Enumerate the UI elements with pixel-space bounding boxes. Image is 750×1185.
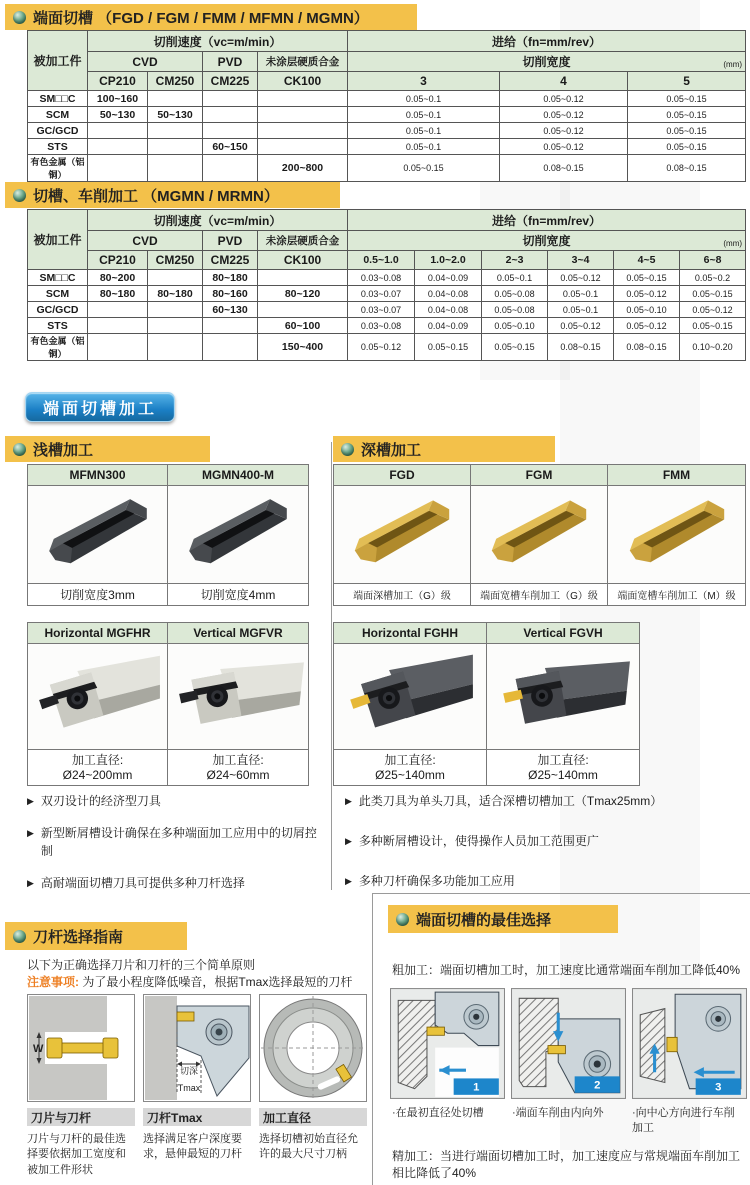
feature-text: 多种刀杆确保多功能加工应用 xyxy=(358,874,515,888)
feed-cell: 0.04~0.08 xyxy=(415,286,482,302)
feed-cell: 0.05~0.15 xyxy=(614,270,680,286)
feed-cell: 0.05~0.08 xyxy=(482,302,548,318)
list-item xyxy=(345,872,737,890)
guide-col-header: 刀片与刀杆 xyxy=(27,1108,135,1126)
list-item xyxy=(345,792,737,810)
speed-cell: 150~400 xyxy=(258,334,348,361)
workpiece-cell: SCM xyxy=(28,107,88,123)
guide-diagrams xyxy=(27,994,367,1102)
speed-cell: 80~200 xyxy=(88,270,148,286)
speed-cell xyxy=(203,107,258,123)
diagram-tmax-depth xyxy=(143,994,251,1102)
diameter-label: 加工直径: xyxy=(212,752,264,767)
depth-label: 切深 xyxy=(179,1066,199,1076)
product-image-cell xyxy=(334,644,487,750)
product-header: Horizontal MGFHR xyxy=(28,623,168,644)
feature-text: 此类刀具为单头刀具，适合深槽切槽加工（Tmax25mm） xyxy=(358,794,663,808)
diameter-range: Ø24~60mm xyxy=(206,767,270,782)
finish-machining-text: 精加工：当进行端面切槽加工时，加工速度应与常规端面车削加工相比降低了40% xyxy=(392,1149,741,1181)
insert-mfmn300-image xyxy=(37,493,159,577)
note-label: 注意事项: xyxy=(27,975,79,989)
diagram-machining-diameter xyxy=(259,994,367,1102)
feed-cell: 0.03~0.08 xyxy=(348,318,415,334)
feature-text: 双刃设计的经济型刀具 xyxy=(40,794,161,808)
speed-cell xyxy=(258,302,348,318)
section-header-grooving-turning xyxy=(5,182,340,208)
width-col-header: 1.0~2.0 xyxy=(415,251,482,270)
face-grooving-spec-table xyxy=(27,30,746,182)
col-header-speed: 切削速度（vc=m/min） xyxy=(88,31,348,52)
guide-note xyxy=(27,974,372,991)
deep-holder-table xyxy=(333,622,640,786)
width-col-header: 3~4 xyxy=(548,251,614,270)
table-row xyxy=(28,123,746,139)
product-image-cell xyxy=(168,644,309,750)
grade-header: CM225 xyxy=(203,72,258,91)
product-caption: 端面宽槽车削加工（M）级 xyxy=(608,584,746,606)
feed-cell: 0.04~0.09 xyxy=(415,318,482,334)
grade-header: CP210 xyxy=(88,72,148,91)
product-header: Horizontal FGHH xyxy=(334,623,487,644)
width-col-header: 3 xyxy=(348,72,500,91)
feed-cell: 0.05~0.12 xyxy=(548,270,614,286)
table-row xyxy=(28,270,746,286)
section-title: 端面切槽的最佳选择 xyxy=(416,911,552,929)
width-col-header: 6~8 xyxy=(680,251,746,270)
section-title: 浅槽加工 xyxy=(33,441,94,459)
feed-cell: 0.05~0.15 xyxy=(415,334,482,361)
speed-cell xyxy=(203,91,258,107)
feed-cell: 0.08~0.15 xyxy=(548,334,614,361)
feed-cell: 0.05~0.15 xyxy=(680,318,746,334)
speed-cell xyxy=(148,91,203,107)
guide-col-text: 刀片与刀杆的最佳选择要依据加工宽度和被加工件形状 xyxy=(27,1133,126,1176)
speed-cell: 80~180 xyxy=(148,286,203,302)
section-title: 刀杆选择指南 xyxy=(33,928,124,946)
section-header-face-grooving xyxy=(5,4,417,30)
product-image-cell xyxy=(28,486,168,584)
triangle-bullet-icon: ▶ xyxy=(345,876,352,886)
col-header-workpiece: 被加工件 xyxy=(28,210,88,270)
guide-intro: 以下为正确选择刀片和刀杆的三个简单原则 xyxy=(27,958,256,972)
workpiece-cell: GC/GCD xyxy=(28,123,88,139)
grade-header: CK100 xyxy=(258,72,348,91)
product-header: Vertical FGVH xyxy=(487,623,640,644)
feed-cell: 0.08~0.15 xyxy=(614,334,680,361)
feed-cell: 0.05~0.12 xyxy=(614,318,680,334)
product-image-cell xyxy=(334,486,471,584)
speed-cell xyxy=(88,334,148,361)
product-image-cell xyxy=(608,486,746,584)
speed-cell xyxy=(203,318,258,334)
list-item xyxy=(345,832,737,850)
mm-unit-label: (mm) xyxy=(723,60,743,69)
guide-col-header: 加工直径 xyxy=(259,1108,367,1126)
speed-cell xyxy=(203,155,258,182)
holder-fgvh-image xyxy=(492,642,633,750)
product-image-cell xyxy=(168,486,309,584)
col-header-width xyxy=(348,52,746,72)
section-dot-icon xyxy=(13,189,26,202)
workpiece-cell: 有色金属（铝铜） xyxy=(28,334,88,361)
speed-cell: 80~180 xyxy=(203,270,258,286)
triangle-bullet-icon: ▶ xyxy=(345,836,352,846)
feed-cell: 0.05~0.12 xyxy=(548,318,614,334)
col-header-feed: 进给（fn=mm/rev） xyxy=(348,31,746,52)
insert-fgd-image xyxy=(343,494,461,576)
product-caption xyxy=(168,750,309,786)
feed-cell: 0.05~0.1 xyxy=(348,139,500,155)
diameter-range: Ø25~140mm xyxy=(375,767,445,782)
list-item xyxy=(27,824,325,860)
product-caption: 切削宽度4mm xyxy=(168,584,309,606)
col-header-width xyxy=(348,231,746,251)
speed-cell: 60~130 xyxy=(203,302,258,318)
feed-cell: 0.05~0.12 xyxy=(500,123,628,139)
best-step-captions xyxy=(392,1106,744,1136)
speed-cell xyxy=(88,302,148,318)
feed-cell: 0.05~0.1 xyxy=(348,107,500,123)
speed-cell xyxy=(148,270,203,286)
list-item xyxy=(27,874,325,892)
feed-cell: 0.05~0.12 xyxy=(680,302,746,318)
product-caption xyxy=(28,750,168,786)
step-caption: ·向中心方向进行车削加工 xyxy=(632,1107,735,1134)
speed-cell: 50~130 xyxy=(88,107,148,123)
triangle-bullet-icon: ▶ xyxy=(27,828,34,838)
diagram-grooving-step-3 xyxy=(632,988,747,1099)
step-caption: ·端面车削由内向外 xyxy=(512,1107,604,1119)
workpiece-cell: 有色金属（铝铜） xyxy=(28,155,88,182)
grade-header: CM250 xyxy=(148,72,203,91)
section-dot-icon xyxy=(13,930,26,943)
insert-fgm-image xyxy=(480,494,598,576)
triangle-bullet-icon: ▶ xyxy=(345,796,352,806)
feed-cell: 0.05~0.12 xyxy=(614,286,680,302)
feed-cell: 0.08~0.15 xyxy=(628,155,746,182)
feed-cell: 0.05~0.1 xyxy=(548,302,614,318)
triangle-bullet-icon: ▶ xyxy=(27,796,34,806)
speed-cell xyxy=(258,139,348,155)
grade-header: CM225 xyxy=(203,251,258,270)
speed-cell: 60~100 xyxy=(258,318,348,334)
speed-cell xyxy=(258,270,348,286)
product-image-cell xyxy=(471,486,608,584)
product-image-cell xyxy=(487,644,640,750)
speed-cell xyxy=(88,318,148,334)
col-header-pvd: PVD xyxy=(203,52,258,72)
holder-mgfhr-image xyxy=(33,650,163,744)
table-row xyxy=(28,139,746,155)
col-header-feed: 进给（fn=mm/rev） xyxy=(348,210,746,231)
section-title: 深槽加工 xyxy=(361,441,422,459)
step-number: 3 xyxy=(715,1081,722,1094)
speed-cell xyxy=(88,155,148,182)
diameter-range: Ø25~140mm xyxy=(528,767,598,782)
feed-cell: 0.03~0.07 xyxy=(348,286,415,302)
feed-cell: 0.05~0.1 xyxy=(548,286,614,302)
diagram-grooving-step-2 xyxy=(511,988,626,1099)
table-row xyxy=(28,155,746,182)
diameter-label: 加工直径: xyxy=(384,752,436,767)
feed-cell: 0.05~0.10 xyxy=(614,302,680,318)
speed-cell xyxy=(148,155,203,182)
speed-cell: 80~180 xyxy=(88,286,148,302)
section-header-best-choice xyxy=(388,905,618,933)
speed-cell xyxy=(258,123,348,139)
holder-fghh-image xyxy=(344,649,476,744)
best-diagrams xyxy=(390,988,747,1099)
feed-cell: 0.04~0.09 xyxy=(415,270,482,286)
feed-cell: 0.05~0.15 xyxy=(348,155,500,182)
feed-cell: 0.03~0.08 xyxy=(348,270,415,286)
workpiece-cell: STS xyxy=(28,139,88,155)
col-header-cvd: CVD xyxy=(88,231,203,251)
width-col-header: 5 xyxy=(628,72,746,91)
feed-cell: 0.05~0.12 xyxy=(500,139,628,155)
product-caption: 端面宽槽车削加工（G）级 xyxy=(471,584,608,606)
col-header-speed: 切削速度（vc=m/min） xyxy=(88,210,348,231)
speed-cell: 200~800 xyxy=(258,155,348,182)
shallow-holder-table xyxy=(27,622,309,786)
diagram-grooving-step-1 xyxy=(390,988,505,1099)
deep-feature-list xyxy=(345,792,737,890)
feed-cell: 0.05~0.15 xyxy=(628,139,746,155)
speed-cell xyxy=(88,123,148,139)
speed-cell xyxy=(203,334,258,361)
section-dot-icon xyxy=(13,11,26,24)
guide-col-text: 选择满足客户深度要求，悬伸最短的刀杆 xyxy=(143,1133,242,1161)
product-caption xyxy=(334,750,487,786)
speed-cell: 50~130 xyxy=(148,107,203,123)
grade-header: CM250 xyxy=(148,251,203,270)
product-header: FGM xyxy=(471,465,608,486)
product-image-cell xyxy=(28,644,168,750)
speed-cell xyxy=(148,318,203,334)
shallow-feature-list xyxy=(27,792,325,892)
shallow-insert-table xyxy=(27,464,309,606)
feed-cell: 0.05~0.15 xyxy=(680,286,746,302)
speed-cell xyxy=(258,91,348,107)
speed-cell xyxy=(88,139,148,155)
width-col-header: 2~3 xyxy=(482,251,548,270)
section-header-deep xyxy=(333,436,555,462)
feed-cell: 0.05~0.2 xyxy=(680,270,746,286)
feed-cell: 0.05~0.1 xyxy=(348,123,500,139)
speed-cell: 80~120 xyxy=(258,286,348,302)
column-divider xyxy=(372,893,373,1185)
list-item xyxy=(27,792,325,810)
feed-cell: 0.05~0.15 xyxy=(628,107,746,123)
table-row xyxy=(28,302,746,318)
feed-cell: 0.03~0.07 xyxy=(348,302,415,318)
table-row xyxy=(28,107,746,123)
width-label: 切削宽度 xyxy=(522,55,571,69)
grooving-turning-spec-table xyxy=(27,209,746,361)
feed-cell: 0.10~0.20 xyxy=(680,334,746,361)
speed-cell: 60~150 xyxy=(203,139,258,155)
workpiece-cell: SCM xyxy=(28,286,88,302)
feed-cell: 0.05~0.12 xyxy=(500,107,628,123)
col-header-uncoated: 未涂层硬质合金 xyxy=(258,231,348,251)
width-col-header: 4~5 xyxy=(614,251,680,270)
workpiece-cell: SM□□C xyxy=(28,270,88,286)
col-header-pvd: PVD xyxy=(203,231,258,251)
section-title: 端面切槽 （FGD / FGM / FMM / MFMN / MGMN） xyxy=(33,9,369,27)
guide-col-header: 刀杆Tmax xyxy=(143,1108,251,1126)
diameter-label: 加工直径: xyxy=(71,752,124,767)
face-grooving-banner: 端面切槽加工 xyxy=(25,392,175,422)
diagram-insert-width xyxy=(27,994,135,1102)
product-header: FGD xyxy=(334,465,471,486)
guide-column-headers xyxy=(27,1108,367,1126)
speed-cell xyxy=(203,123,258,139)
triangle-bullet-icon: ▶ xyxy=(27,878,34,888)
feed-cell: 0.05~0.12 xyxy=(348,334,415,361)
speed-cell xyxy=(148,139,203,155)
col-header-uncoated: 未涂层硬质合金 xyxy=(258,52,348,72)
table-row xyxy=(28,334,746,361)
feed-cell: 0.04~0.08 xyxy=(415,302,482,318)
width-col-header: 4 xyxy=(500,72,628,91)
step-number: 2 xyxy=(594,1079,601,1092)
speed-cell xyxy=(148,123,203,139)
feed-cell: 0.05~0.08 xyxy=(482,286,548,302)
grade-header: CP210 xyxy=(88,251,148,270)
feature-text: 多种断屑槽设计，使得操作人员加工范围更广 xyxy=(358,834,599,848)
feed-cell: 0.05~0.10 xyxy=(482,318,548,334)
product-caption: 端面深槽加工（G）级 xyxy=(334,584,471,606)
speed-cell: 100~160 xyxy=(88,91,148,107)
section-header-holder-guide xyxy=(5,922,187,950)
guide-col-text: 选择切槽初始直径允许的最大尺寸刀柄 xyxy=(259,1133,358,1161)
insert-mgmn400-image xyxy=(177,493,299,577)
product-header: FMM xyxy=(608,465,746,486)
table-row xyxy=(28,286,746,302)
product-header: Vertical MGFVR xyxy=(168,623,309,644)
feed-cell: 0.08~0.15 xyxy=(500,155,628,182)
section-dot-icon xyxy=(13,443,26,456)
guide-column-texts xyxy=(27,1132,367,1178)
workpiece-cell: SM□□C xyxy=(28,91,88,107)
holder-mgfvr-image xyxy=(168,643,307,750)
width-label: 切削宽度 xyxy=(522,234,571,248)
diameter-label: 加工直径: xyxy=(537,752,589,767)
feature-text: 高耐端面切槽刀具可提供多种刀杆选择 xyxy=(40,876,245,890)
width-col-header: 0.5~1.0 xyxy=(348,251,415,270)
feed-cell: 0.05~0.15 xyxy=(628,123,746,139)
table-row xyxy=(28,318,746,334)
product-header: MGMN400-M xyxy=(168,465,309,486)
column-divider xyxy=(331,442,332,890)
feed-cell: 0.05~0.12 xyxy=(500,91,628,107)
step-number: 1 xyxy=(473,1081,480,1094)
feed-cell: 0.05~0.15 xyxy=(628,91,746,107)
table-row xyxy=(28,91,746,107)
speed-cell xyxy=(148,334,203,361)
feed-cell: 0.05~0.1 xyxy=(482,270,548,286)
feature-text: 新型断屑槽设计确保在多种端面加工应用中的切屑控制 xyxy=(40,826,317,858)
section-divider xyxy=(372,893,750,894)
workpiece-cell: STS xyxy=(28,318,88,334)
col-header-workpiece: 被加工件 xyxy=(28,31,88,91)
product-header: MFMN300 xyxy=(28,465,168,486)
deep-insert-table xyxy=(333,464,746,606)
section-dot-icon xyxy=(396,913,409,926)
insert-fmm-image xyxy=(618,494,736,576)
speed-cell xyxy=(258,107,348,123)
rough-machining-text: 粗加工：端面切槽加工时，加工速度比通常端面车削加工降低40% xyxy=(392,963,741,977)
note-text: 为了最小程度降低噪音，根据Tmax选择最短的刀杆 xyxy=(82,975,353,989)
product-caption: 切削宽度3mm xyxy=(28,584,168,606)
section-header-shallow xyxy=(5,436,210,462)
col-header-cvd: CVD xyxy=(88,52,203,72)
w-label: W xyxy=(33,1043,44,1055)
workpiece-cell: GC/GCD xyxy=(28,302,88,318)
tmax-label: Tmax xyxy=(177,1083,201,1093)
speed-cell: 80~160 xyxy=(203,286,258,302)
feed-cell: 0.05~0.1 xyxy=(348,91,500,107)
diameter-range: Ø24~200mm xyxy=(62,767,133,782)
mm-unit-label: (mm) xyxy=(723,239,743,248)
grade-header: CK100 xyxy=(258,251,348,270)
section-dot-icon xyxy=(341,443,354,456)
step-caption: ·在最初直径处切槽 xyxy=(392,1107,484,1119)
speed-cell xyxy=(148,302,203,318)
product-caption xyxy=(487,750,640,786)
section-title: 切槽、车削加工 （MGMN / MRMN） xyxy=(33,187,279,205)
feed-cell: 0.05~0.15 xyxy=(482,334,548,361)
